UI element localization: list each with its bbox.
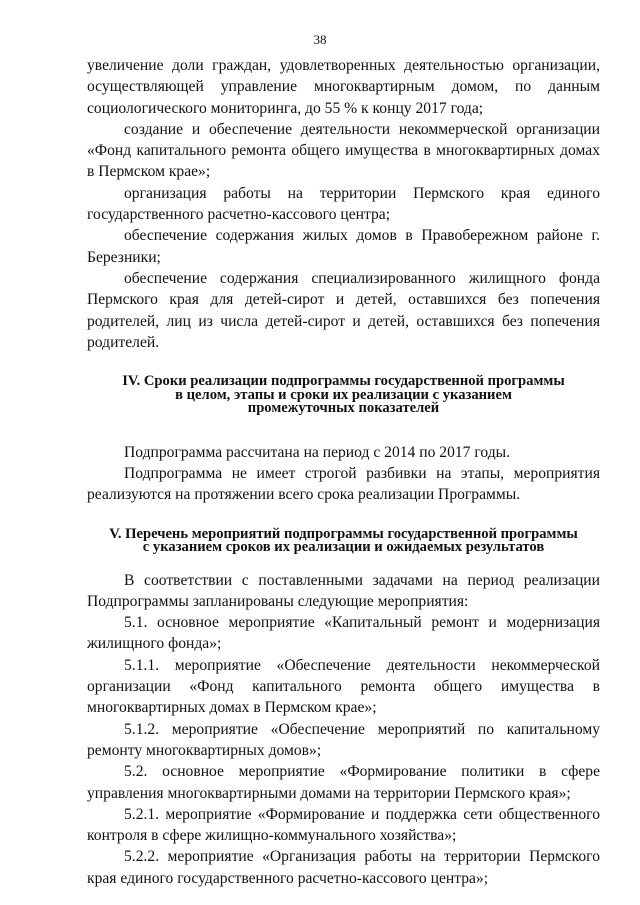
- section-heading-iv: [87, 375, 600, 416]
- heading-line: в целом, этапы и сроки их реализации с указанием: [175, 386, 512, 403]
- heading-line: с указанием сроков их реализации и ожидаемых результатов: [142, 539, 545, 556]
- paragraph: увеличение доли граждан, удовлетворенных деятельностью организации, осуществляющей управление многоквартирным домом, по данным социологического мониторинга, до 55 % к концу 2017 года;: [87, 57, 600, 117]
- paragraph: Подпрограмма рассчитана на период с 2014 по 2017 годы.: [124, 443, 511, 461]
- list-item: 5.2.1. мероприятие «Формирование и поддержка сети общественного контроля в сфере жилищно-коммунального хозяйства»;: [87, 805, 600, 845]
- heading-line: IV. Сроки реализации подпрограммы государственной программы: [122, 373, 565, 390]
- list-item: 5.1.2. мероприятие «Обеспечение мероприятий по капитальному ремонту многоквартирных домов»;: [87, 720, 600, 759]
- section-heading-v: [87, 525, 600, 556]
- paragraph: обеспечение содержания жилых домов в Правобережном районе г. Березники;: [87, 227, 600, 266]
- page-number: 38: [313, 32, 327, 47]
- paragraph: создание и обеспечение деятельности некоммерческой организации «Фонд капитального ремонта общего имущества в многоквартирных домах в Пермском крае»;: [87, 120, 600, 181]
- list-item: 5.2. основное мероприятие «Формирование политики в сфере управления многоквартирными домами на территории Пермского края»;: [87, 763, 600, 802]
- paragraph: обеспечение содержания специализированного жилищного фонда Пермского края для детей-сирот и детей, оставшихся без попечения родителей, лиц из числа детей-сирот и детей, оставшихся без попечения родителей.: [87, 269, 600, 351]
- paragraph: В соответствии с поставленными задачами на период реализации Подпрограммы запланированы следующие мероприятия:: [87, 571, 600, 610]
- list-item: 5.1.1. мероприятие «Обеспечение деятельности некоммерческой организации «Фонд капитального ремонта общего имущества в многоквартирных домах в Пермском крае»;: [87, 656, 600, 717]
- paragraph: Подпрограмма не имеет строгой разбивки на этапы, мероприятия реализуются на протяжении всего срока реализации Программы.: [87, 464, 600, 504]
- heading-line: V. Перечень мероприятий подпрограммы государственной программы: [109, 525, 578, 542]
- paragraph: организация работы на территории Пермского края единого государственного расчетно-кассового центра;: [87, 184, 600, 224]
- list-item: 5.1. основное мероприятие «Капитальный ремонт и модернизация жилищного фонда»;: [87, 614, 600, 653]
- heading-line: промежуточных показателей: [247, 400, 440, 417]
- list-item: 5.2.2. мероприятие «Организация работы на территории Пермского края единого государственного расчетно-кассового центра»;: [87, 848, 600, 887]
- page-content: [87, 55, 600, 889]
